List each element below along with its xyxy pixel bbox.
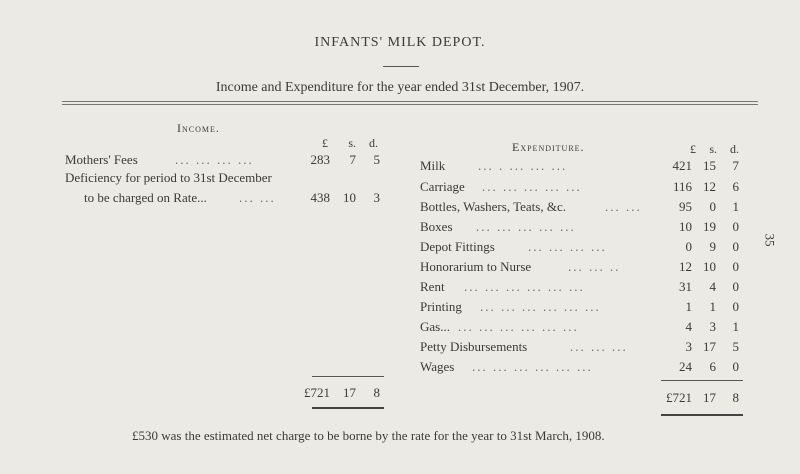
- expenditure-shillings: 9: [709, 239, 716, 254]
- page-number: 35: [762, 233, 778, 247]
- income-total-pounds: £721: [304, 385, 330, 400]
- expenditure-shillings: 0: [709, 199, 716, 214]
- income-pounds: 283: [310, 152, 330, 167]
- expenditure-pounds: 1: [685, 299, 692, 314]
- expenditure-pence: 0: [732, 299, 739, 314]
- expenditure-label: Bottles, Washers, Teats, &c.: [420, 199, 566, 214]
- expenditure-label: Printing: [420, 299, 462, 314]
- income-shillings: 10: [343, 190, 356, 205]
- expenditure-total-shillings: 17: [703, 390, 716, 405]
- expenditure-leader: ... ... ...: [570, 339, 628, 354]
- expenditure-pence: 0: [732, 219, 739, 234]
- income-total-rule: [312, 376, 384, 377]
- expenditure-leader: ... ...: [605, 199, 642, 214]
- expenditure-label: Rent: [420, 279, 445, 294]
- expenditure-label: Gas...: [420, 319, 450, 334]
- expenditure-shillings: 3: [709, 319, 716, 334]
- expenditure-label: Carriage: [420, 179, 465, 194]
- expenditure-total-rule: [661, 380, 743, 381]
- expenditure-pounds: 3: [685, 339, 692, 354]
- expenditure-pounds: 95: [679, 199, 692, 214]
- expenditure-total-pounds: £721: [666, 390, 692, 405]
- expenditure-pence: 0: [732, 239, 739, 254]
- income-total-double-rule: [312, 407, 384, 409]
- expenditure-leader: ... ... ..: [568, 259, 621, 274]
- expenditure-leader: ... ... ... ... ... ...: [464, 279, 585, 294]
- expenditure-pounds: 0: [685, 239, 692, 254]
- expenditure-total-double-rule: [661, 414, 743, 416]
- expenditure-leader: ... ... ... ... ... ...: [458, 319, 579, 334]
- expenditure-pounds: 12: [679, 259, 692, 274]
- footer-note: £530 was the estimated net charge to be borne by the rate for the year to 31st March, 1908.: [132, 428, 605, 443]
- expenditure-leader: ... ... ... ...: [528, 239, 607, 254]
- expenditure-leader: ... ... ... ... ...: [476, 219, 576, 234]
- expenditure-pence: 7: [732, 158, 739, 173]
- expenditure-shillings: 10: [703, 259, 716, 274]
- income-leader: ... ...: [239, 190, 276, 205]
- expenditure-label: Boxes: [420, 219, 453, 234]
- expenditure-label: Depot Fittings: [420, 239, 495, 254]
- expenditure-pence: 1: [732, 199, 739, 214]
- expenditure-pounds-header: £: [690, 142, 696, 156]
- top-double-rule-lower: [62, 104, 758, 105]
- expenditure-pence: 0: [732, 359, 739, 374]
- expenditure-pounds: 421: [672, 158, 692, 173]
- income-shillings-header: s.: [348, 136, 356, 150]
- expenditure-shillings-header: s.: [709, 142, 717, 156]
- expenditure-leader: ... ... ... ... ... ...: [480, 299, 601, 314]
- income-leader: ... ... ... ...: [175, 152, 254, 167]
- expenditure-shillings: 19: [703, 219, 716, 234]
- income-total-shillings: 17: [343, 385, 356, 400]
- title-rule: [383, 66, 419, 67]
- expenditure-pounds: 31: [679, 279, 692, 294]
- page-title: INFANTS' MILK DEPOT.: [314, 35, 486, 50]
- expenditure-total-pence: 8: [732, 390, 739, 405]
- income-pence: 3: [373, 190, 380, 205]
- income-shillings: 7: [349, 152, 356, 167]
- income-label: Deficiency for period to 31st December: [65, 170, 272, 185]
- income-pence-header: d.: [369, 136, 378, 150]
- expenditure-label: Honorarium to Nurse: [420, 259, 532, 274]
- expenditure-pounds: 24: [679, 359, 692, 374]
- top-double-rule-upper: [62, 101, 758, 102]
- expenditure-pounds: 4: [685, 319, 692, 334]
- expenditure-pence: 1: [732, 319, 739, 334]
- expenditure-label: Milk: [420, 158, 446, 173]
- income-pence: 5: [373, 152, 380, 167]
- expenditure-heading: Expenditure.: [512, 140, 585, 154]
- income-label-continued: to be charged on Rate...: [84, 190, 207, 205]
- expenditure-pounds: 116: [672, 179, 692, 194]
- expenditure-label: Wages: [420, 359, 455, 374]
- income-pounds: 438: [310, 190, 330, 205]
- expenditure-shillings: 15: [703, 158, 716, 173]
- expenditure-shillings: 4: [709, 279, 716, 294]
- income-label: Mothers' Fees: [65, 152, 138, 167]
- income-total-pence: 8: [373, 385, 380, 400]
- expenditure-pounds: 10: [679, 219, 692, 234]
- expenditure-shillings: 12: [703, 179, 716, 194]
- expenditure-pence: 5: [732, 339, 739, 354]
- expenditure-pence: 6: [732, 179, 739, 194]
- income-pounds-header: £: [322, 136, 328, 150]
- expenditure-shillings: 17: [703, 339, 716, 354]
- expenditure-shillings: 1: [709, 299, 716, 314]
- expenditure-pence-header: d.: [730, 142, 739, 156]
- expenditure-shillings: 6: [709, 359, 716, 374]
- page-subtitle: Income and Expenditure for the year ended 31st December, 1907.: [215, 80, 585, 95]
- expenditure-pence: 0: [732, 259, 739, 274]
- expenditure-leader: ... . ... ... ...: [478, 158, 568, 173]
- expenditure-leader: ... ... ... ... ...: [482, 179, 582, 194]
- income-heading: Income.: [177, 121, 220, 135]
- expenditure-leader: ... ... ... ... ... ...: [472, 359, 593, 374]
- expenditure-pence: 0: [732, 279, 739, 294]
- expenditure-label: Petty Disbursements: [420, 339, 528, 354]
